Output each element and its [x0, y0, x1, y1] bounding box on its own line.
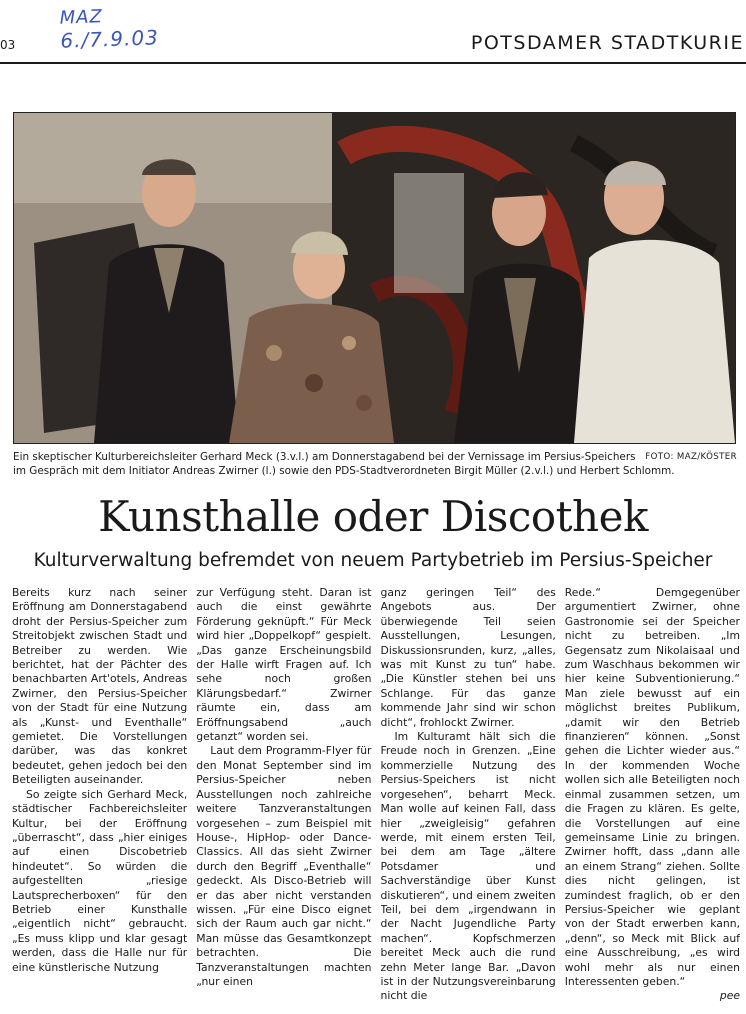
author-signature: pee [719, 989, 740, 1003]
article-column-1 [12, 586, 187, 1008]
article-photo [13, 112, 736, 444]
paragraph: Laut dem Programm-Flyer für den Monat September sind im Persius-Speicher neben Ausstellungen noch zahlreiche weitere Tanzveranstaltungen vorgesehen – zum Beispiel mit House-, HipHop- oder Dance-Classics. All das sieht Zwirner durch den Begriff „Eventhalle“ gedeckt. Als Disco-Betrieb will er das aber nicht verstanden wissen. „Für eine Disco eignet sich der Raum auch gar nicht.“ Man müsse das Gesamtkonzept betrachten. Die Tanzveranstaltungen machten „nur einen [196, 744, 372, 988]
caption-text: Ein skeptischer Kulturbereichsleiter Gerhard Meck (3.v.l.) am Donnerstagabend bei der Vernissage im Persius-Speichers im Gespräch mit dem Initiator Andreas Zwirner (l.) sowie den PDS-Stadtverordneten Birgit Müller (2.v.l.) und Herbert Schlomm. [13, 451, 675, 477]
handwritten-date: 6./7.9.03 [59, 25, 160, 53]
headline: Kunsthalle oder Discothek [98, 492, 648, 541]
header-rule [0, 62, 746, 64]
subheadline: Kulturverwaltung befremdet von neuem Partybetrieb im Persius-Speicher [33, 550, 713, 571]
paragraph: Rede.“ Demgegenüber argumentiert Zwirner, ohne Gastronomie sei der Speicher nicht zu betreiben. „Im Gegensatz zum Nikolaisaal und zum Waschhaus bekommen wir hier keine Subventionierung.“ Man ziele bewusst auf ein möglichst breites Publikum, „damit wir den Betrieb finanzieren“ können. „Sonst gehen die Lichter wieder aus.“ In der kommenden Woche wollen sich alle Beteiligten noch einmal zusammen setzen, um die Fragen zu klären. Es gelte, die Vorstellungen auf eine gemeinsame Linie zu bringen. Zwirner hofft, dass „dann alle an einem Strang“ ziehen. Sollte dies nicht gelingen, ist zumindest fraglich, ob er den Persius-Speicher wie geplant von der Stadt erwerben kann, „denn“, so Meck mit Blick auf eine Ausschreibung, „es wird wohl mehr als nur einen Interessenten geben.“ [564, 586, 740, 988]
photo-credit: FOTO: MAZ/KÖSTER [645, 452, 737, 462]
handwritten-note [59, 4, 159, 51]
paragraph: ganz geringen Teil“ des Angebots aus. Der überwiegende Teil seien Ausstellungen, Lesungen, Diskussionsrunden, kurz, „alles, was mit Kunst zu tun“ habe. „Die Künstler stehen bei uns Schlange. Für das ganze kommende Jahr sind wir schon dicht“, frohlockt Zwirner. [380, 586, 556, 729]
article-column-4 [565, 586, 740, 1008]
article-column-3 [381, 586, 556, 1008]
paragraph: zur Verfügung steht. Daran ist auch die einst gewährte Förderung geknüpft.“ Für Meck wird hier „Doppelkopf“ gespielt. „Das ganze Erscheinungsbild der Halle wirft Fragen auf. Ich sehe noch großen Klärungsbedarf.“ Zwirner räumte ein, dass am Eröffnungsabend „auch getanzt“ worden sei. [196, 586, 372, 744]
photo-illustration [14, 113, 735, 443]
paragraph: So zeigte sich Gerhard Meck, städtischer Fachbereichsleiter Kultur, bei der Eröffnung „überrascht“, dass „hier einiges auf einen Discobetrieb hindeutet“. So würden die aufgestellten „riesige Lautsprecherboxen“ für den Betrieb einer Kunsthalle „eigentlich nicht“ gebraucht. „Es muss klipp und klar gesagt werden, dass die Halle nur für eine künstlerische Nutzung [12, 787, 188, 974]
section-title: POTSDAMER STADTKURIE [470, 32, 744, 54]
paragraph: Im Kulturamt hält sich die Freude noch in Grenzen. „Eine kommerzielle Nutzung des Persius-Speichers ist nicht vorgesehen“, beharrt Meck. Man wolle auf keinen Fall, dass hier „zweigleisig“ gefahren werde, mit einem ersten Teil, bei dem am Tage „ältere Potsdamer und Sachverständige über Kunst diskutieren“, und einem zweiten Teil, bei dem „irgendwann in der Nacht Jugendliche Party machen“. Kopfschmerzen bereitet Meck auch die rund zehn Meter lange Bar. „Davon ist in der Nutzungsvereinbarung nicht die [380, 730, 556, 1003]
page-number: 03 [0, 38, 16, 52]
handwritten-source: MAZ [59, 6, 104, 29]
article-body [12, 586, 740, 1008]
photo-caption [13, 450, 737, 478]
paragraph: Bereits kurz nach seiner Eröffnung am Donnerstagabend droht der Persius-Speicher zum Streitobjekt zwischen Stadt und Betreiber zu werden. Wie berichtet, hat der Pächter des benachbarten Art'otels, Andreas Zwirner, den Persius-Speicher von der Stadt für eine Nutzung als „Kunst- und Eventhalle“ gemietet. Die Vorstellungen darüber, was das konkret bedeutet, gehen jedoch bei den Beteiligten auseinander. [12, 586, 188, 787]
article-column-2 [196, 586, 371, 1008]
